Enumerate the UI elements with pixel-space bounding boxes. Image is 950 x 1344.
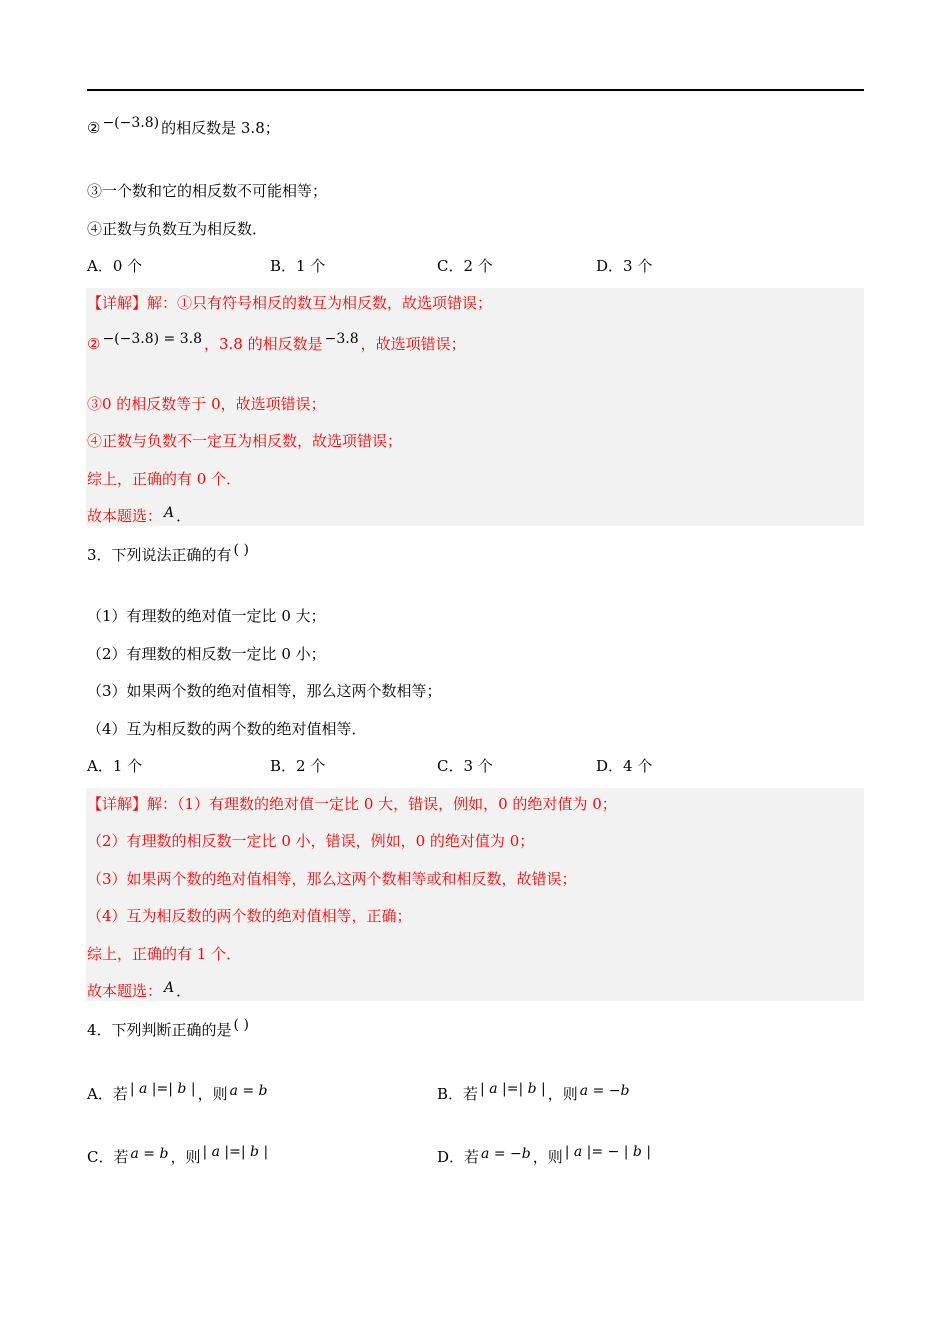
answer-paren: ( ) [233, 1017, 249, 1033]
q4-option-c [87, 1144, 270, 1168]
q3-item-1: （1）有理数的绝对值一定比 0 大； [87, 607, 326, 625]
q2-item-3: ③一个数和它的相反数不可能相等； [87, 182, 328, 200]
a3-line-4: （4）互为相反数的两个数的绝对值相等，正确； [87, 907, 412, 925]
option-label: A．若 [87, 1085, 128, 1103]
math-expression: A [164, 980, 175, 996]
q4-option-b [437, 1081, 631, 1105]
a2-line-4: ④正数与负数不一定互为相反数，故选项错误； [87, 432, 403, 450]
math-expression: −(−3.8) = 3.8 [102, 331, 202, 347]
option-text: ，则 [197, 1085, 228, 1103]
item-marker: ② [87, 335, 101, 353]
stem-text: 4．下列判断正确的是 [87, 1021, 232, 1039]
answer-text: 故本题选： [87, 507, 163, 525]
q3-option-c: C．3 个 [437, 757, 493, 775]
q3-item-3: （3）如果两个数的绝对值相等，那么这两个数相等； [87, 682, 442, 700]
a3-line-5: 综上，正确的有 1 个． [87, 945, 242, 963]
a3-line-3: （3）如果两个数的绝对值相等，那么这两个数相等或和相反数，故错误； [87, 870, 577, 888]
q2-item-2 [87, 115, 280, 139]
a2-line-6 [87, 506, 191, 527]
q2-item-4: ④正数与负数互为相反数． [87, 220, 268, 238]
q3-option-b: B．2 个 [270, 757, 326, 775]
q4-option-d [437, 1144, 653, 1168]
math-expression: a = −b [579, 1083, 630, 1099]
q2-option-a: A．0 个 [87, 257, 143, 275]
answer-end: ． [176, 507, 192, 525]
option-label: C．若 [87, 1148, 129, 1166]
a3-line-1: 【详解】解：（1）有理数的绝对值一定比 0 大，错误，例如，0 的绝对值为 0； [87, 795, 617, 813]
option-text: ，则 [532, 1148, 563, 1166]
header-rule [87, 89, 864, 91]
q3-option-a: A．1 个 [87, 757, 143, 775]
answer-box-3 [86, 788, 864, 1001]
a2-line-5: 综上，正确的有 0 个． [87, 470, 242, 488]
option-label: B．若 [437, 1085, 479, 1103]
q2-option-b: B．1 个 [270, 257, 326, 275]
a3-line-2: （2）有理数的相反数一定比 0 小，错误，例如，0 的绝对值为 0； [87, 832, 535, 850]
answer-text: ，3.8 的相反数是 [204, 335, 323, 353]
math-expression: −(−3.8) [102, 115, 160, 131]
q3-stem [87, 542, 251, 566]
a2-line-3: ③0 的相反数等于 0，故选项错误； [87, 395, 326, 413]
a2-line-1: 【详解】解：①只有符号相反的数互为相反数，故选项错误； [87, 294, 493, 312]
answer-paren: ( ) [233, 542, 249, 558]
math-expression: A [164, 505, 175, 521]
math-expression: | a |=| b | [202, 1144, 269, 1160]
stem-text: 3．下列说法正确的有 [87, 546, 232, 564]
option-text: ，则 [547, 1085, 578, 1103]
answer-text: 故本题选： [87, 982, 163, 1000]
math-expression: | a |=| b | [129, 1081, 196, 1097]
item-text: 的相反数是 3.8； [161, 119, 280, 137]
math-expression: a = b [130, 1146, 169, 1162]
option-text: ，则 [170, 1148, 201, 1166]
q4-stem [87, 1017, 251, 1041]
answer-text: ，故选项错误； [360, 335, 466, 353]
q2-option-d: D．3 个 [596, 257, 653, 275]
q3-item-2: （2）有理数的相反数一定比 0 小； [87, 645, 326, 663]
math-expression: | a |= − | b | [564, 1144, 652, 1160]
q3-option-d: D．4 个 [596, 757, 653, 775]
math-expression: −3.8 [324, 331, 359, 347]
math-expression: | a |=| b | [480, 1081, 546, 1097]
math-expression: a = −b [481, 1146, 531, 1162]
answer-end: ． [176, 982, 192, 1000]
q4-option-a [87, 1081, 270, 1105]
a3-line-6 [87, 981, 191, 1002]
q3-item-4: （4）互为相反数的两个数的绝对值相等． [87, 720, 367, 738]
a2-line-2 [87, 331, 466, 355]
item-marker: ② [87, 119, 101, 137]
option-label: D．若 [437, 1148, 480, 1166]
q2-option-c: C．2 个 [437, 257, 493, 275]
math-expression: a = b [229, 1083, 268, 1099]
